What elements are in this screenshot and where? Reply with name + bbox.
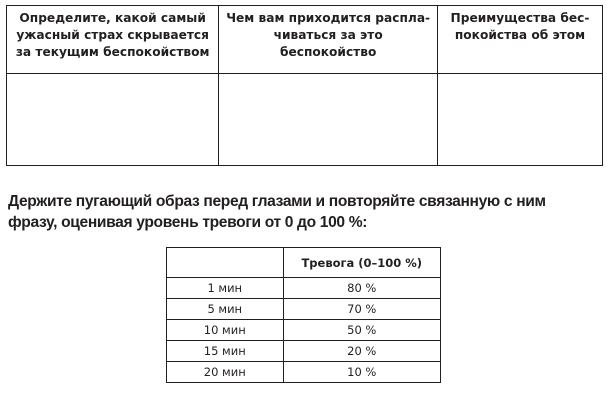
time-cell: 1 мин <box>167 278 284 299</box>
header-line: Преимущества бес- <box>450 11 590 25</box>
header-line: Определите, какой самый <box>19 11 206 25</box>
empty-cell-cost[interactable] <box>219 74 438 166</box>
table-row <box>7 74 603 166</box>
header-line: Чем вам приходится распла- <box>226 11 431 25</box>
anxiety-cell: 20 % <box>283 341 440 362</box>
header-line: за текущим беспокойством <box>15 45 210 59</box>
empty-cell-benefits[interactable] <box>438 74 603 166</box>
anxiety-cell: 80 % <box>283 278 440 299</box>
header-line: покойства об этом <box>454 28 586 42</box>
header-benefits-of-worry <box>438 6 603 74</box>
header-row <box>167 248 441 278</box>
time-cell: 20 мин <box>167 362 284 383</box>
instruction-text <box>8 191 607 233</box>
header-row <box>7 6 603 74</box>
table-row <box>167 362 441 383</box>
table-row <box>167 278 441 299</box>
worry-analysis-table <box>6 5 603 166</box>
header-worst-fear <box>7 6 219 74</box>
time-cell: 5 мин <box>167 299 284 320</box>
anxiety-rating-table <box>166 247 441 383</box>
time-cell: 15 мин <box>167 341 284 362</box>
time-cell: 10 мин <box>167 320 284 341</box>
header-line: ужасный страх скрывается <box>16 28 209 42</box>
header-line: чиваться за это беспокойство <box>273 28 383 59</box>
instruction-line-1: Держите пугающий образ перед глазами и повторяйте связанную с ним <box>8 193 546 210</box>
header-cost-of-worry <box>219 6 438 74</box>
table-row <box>167 320 441 341</box>
anxiety-cell: 70 % <box>283 299 440 320</box>
empty-cell-worst-fear[interactable] <box>7 74 219 166</box>
anxiety-cell: 50 % <box>283 320 440 341</box>
table-row <box>167 299 441 320</box>
anxiety-cell: 10 % <box>283 362 440 383</box>
header-time <box>167 248 284 278</box>
instruction-line-2: фразу, оценивая уровень тревоги от 0 до 100 %: <box>8 214 368 231</box>
table-row <box>167 341 441 362</box>
header-anxiety: Тревога (0–100 %) <box>283 248 440 278</box>
